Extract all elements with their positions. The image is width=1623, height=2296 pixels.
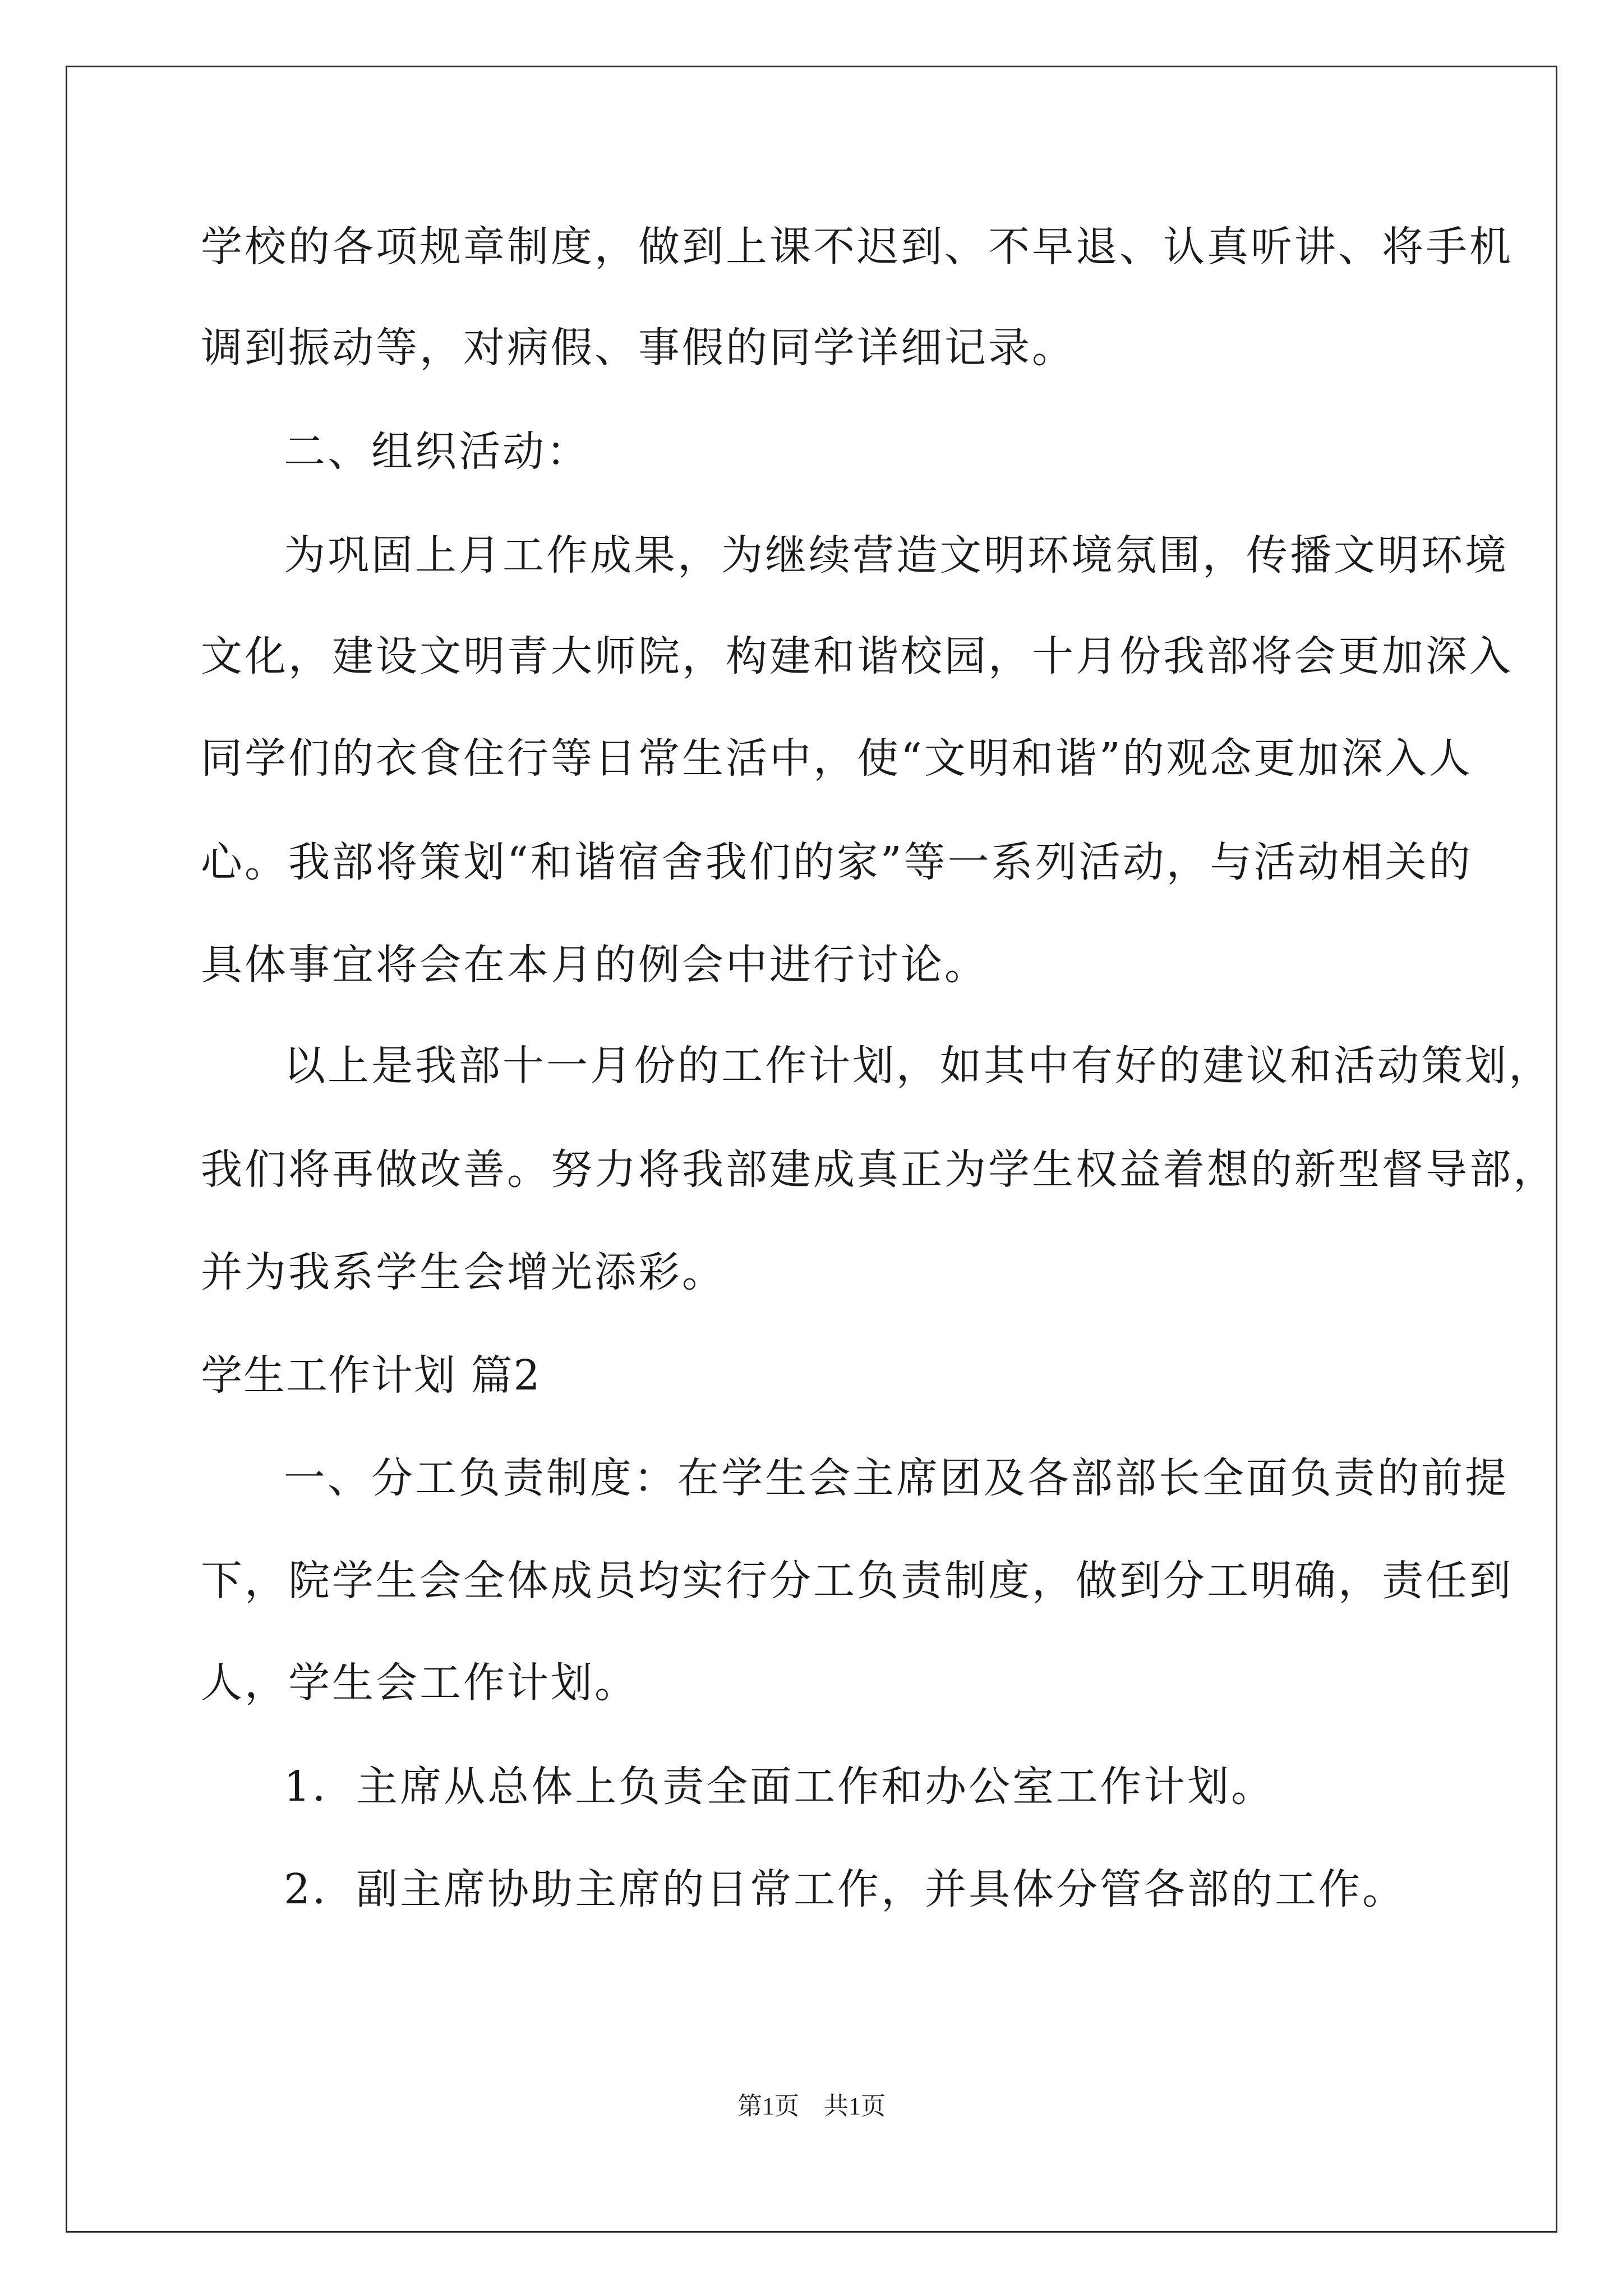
section-heading: 二、组织活动： (284, 427, 590, 476)
page-number: 第1页 共1页 (737, 2092, 886, 2120)
body-line: 我们将再做改善。努力将我部建成真正为学生权益着想的新型督导部， (201, 1145, 1557, 1194)
body-line: 为巩固上月工作成果，为继续营造文明环境氛围，传播文明环境 (284, 531, 1509, 579)
body-line: 以上是我部十一月份的工作计划，如其中有好的建议和活动策划， (284, 1042, 1552, 1090)
body-line: 文化，建设文明青大师院，构建和谐校园，十月份我部将会更加深入 (201, 632, 1513, 680)
body-line: 具体事宜将会在本月的例会中进行讨论。 (201, 941, 988, 989)
body-line: 并为我系学生会增光添彩。 (201, 1248, 726, 1296)
page-footer (0, 2090, 1623, 2123)
list-item: 1．主席从总体上负责全面工作和办公室工作计划。 (284, 1763, 1275, 1811)
article-heading: 学生工作计划 篇2 (201, 1351, 541, 1400)
body-line: 一、分工负责制度：在学生会主席团及各部部长全面负责的前提 (284, 1454, 1509, 1502)
body-line: 学校的各项规章制度，做到上课不迟到、不早退、认真听讲、将手机 (201, 223, 1513, 271)
body-line: 同学们的衣食住行等日常生活中，使“文明和谐”的观念更加深入人 (201, 734, 1473, 783)
body-line: 心。我部将策划“和谐宿舍我们的家”等一系列活动，与活动相关的 (201, 838, 1473, 886)
list-item: 2．副主席协助主席的日常工作，并具体分管各部的工作。 (284, 1865, 1407, 1913)
body-line: 调到振动等，对病假、事假的同学详细记录。 (201, 324, 1076, 372)
body-line: 下，院学生会全体成员均实行分工负责制度，做到分工明确，责任到 (201, 1557, 1513, 1605)
body-line: 人，学生会工作计划。 (201, 1659, 638, 1707)
